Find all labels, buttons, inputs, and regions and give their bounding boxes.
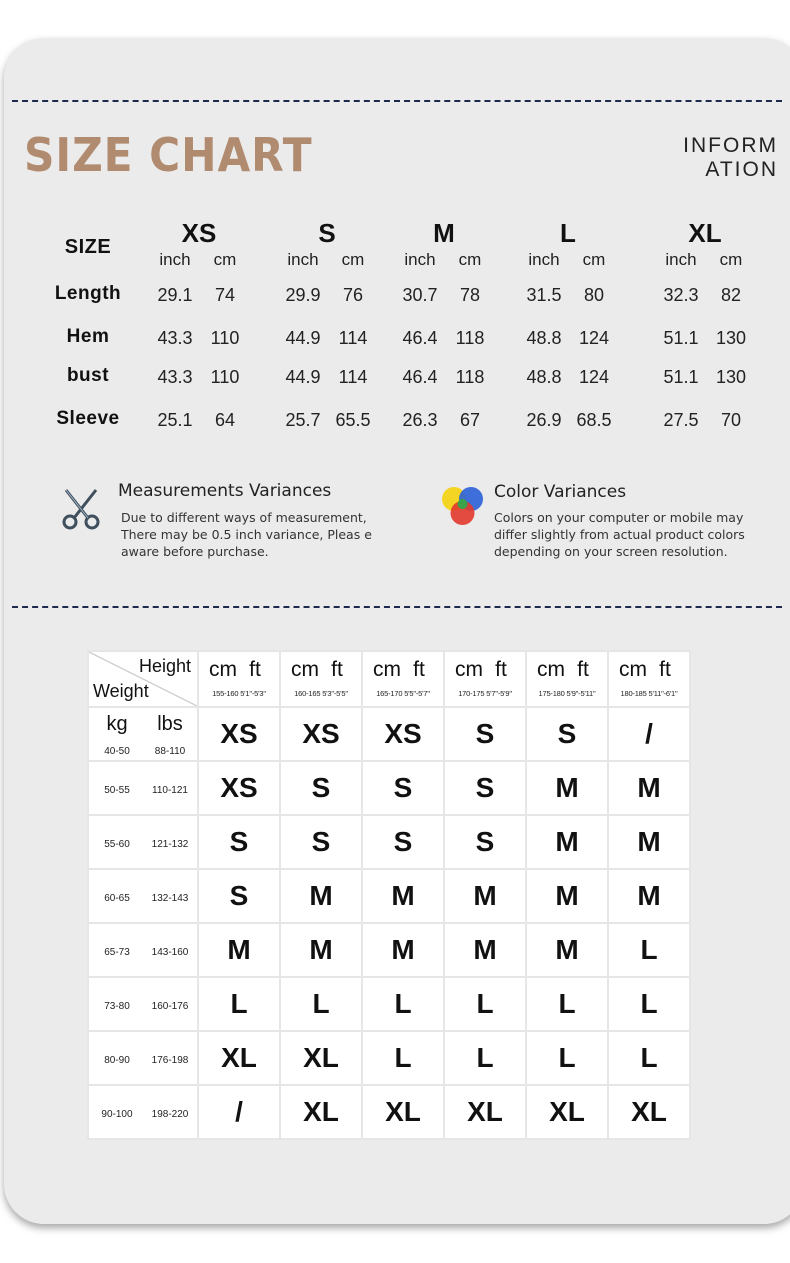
value-inch: 25.7 [285, 410, 321, 430]
value-cm: 130 [715, 367, 747, 387]
cm-label: cm [455, 658, 483, 681]
height-range: 155-160 5'1"-5'3" [212, 689, 266, 698]
value-inch: 25.1 [157, 410, 193, 430]
value-inch: 43.3 [157, 367, 193, 387]
value-inch: 46.4 [402, 328, 438, 348]
size-cell: L [362, 977, 444, 1031]
weight-kg: 60-65 [104, 893, 130, 904]
color-wheel-icon [438, 484, 488, 530]
value-cm: 68.5 [576, 410, 612, 430]
kg-label: kg [106, 713, 128, 735]
size-label: SIZE [64, 236, 112, 258]
weight-lbs: 132-143 [151, 893, 189, 904]
measure-row-label: Hem [66, 326, 110, 347]
cm-ft-label [527, 658, 607, 682]
height-column-header [280, 651, 362, 707]
table-row [88, 707, 690, 761]
cm-label: cm [209, 658, 237, 681]
value-inch: 44.9 [285, 328, 321, 348]
size-cell: XS [198, 761, 280, 815]
size-cell: L [608, 1031, 690, 1085]
value-inch: 26.9 [526, 410, 562, 430]
cm-label: cm [373, 658, 401, 681]
size-cell: XL [362, 1085, 444, 1139]
color-note-text: Colors on your computer or mobile may differ slightly from actual product colors depending on your screen resolution. [494, 510, 745, 559]
weight-label: Weight [93, 681, 149, 701]
value-inch: 27.5 [663, 410, 699, 430]
unit-inch: inch [665, 250, 697, 269]
size-cell: S [198, 815, 280, 869]
weight-range-cell [88, 707, 198, 761]
scissors-icon [56, 484, 106, 532]
size-cell: L [362, 1031, 444, 1085]
cm-label: cm [291, 658, 319, 681]
weight-range-cell [88, 923, 198, 977]
weight-kg: 80-90 [104, 1055, 130, 1066]
value-inch: 26.3 [402, 410, 438, 430]
weight-range-cell [88, 815, 198, 869]
measure-note-title: Measurements Variances [118, 481, 332, 501]
value-inch: 30.7 [402, 285, 438, 305]
size-cell: M [526, 815, 608, 869]
weight-lbs: 121-132 [151, 839, 189, 850]
size-cell: M [362, 923, 444, 977]
unit-inch: inch [287, 250, 319, 269]
value-cm: 67 [459, 410, 481, 430]
ft-label: ft [413, 658, 425, 681]
size-cell: M [608, 761, 690, 815]
weight-lbs: 88-110 [154, 746, 186, 757]
height-range: 180-185 5'11"-6'1" [620, 689, 678, 698]
size-cell: M [444, 869, 526, 923]
value-cm: 114 [338, 367, 368, 387]
measure-row-label: Sleeve [56, 408, 120, 429]
size-cell: XL [444, 1085, 526, 1139]
information-label: INFORM ATION [683, 134, 778, 181]
size-header-s: S [318, 218, 336, 248]
value-inch: 46.4 [402, 367, 438, 387]
divider-middle [12, 606, 782, 608]
size-cell: L [198, 977, 280, 1031]
unit-cm: cm [213, 250, 237, 269]
ft-label: ft [659, 658, 671, 681]
unit-inch: inch [159, 250, 191, 269]
size-cell: XS [198, 707, 280, 761]
size-cell: M [198, 923, 280, 977]
size-header-xs: XS [181, 218, 217, 248]
size-cell: XL [608, 1085, 690, 1139]
ft-label: ft [495, 658, 507, 681]
value-inch: 51.1 [663, 328, 699, 348]
size-cell: XS [280, 707, 362, 761]
size-cell: M [280, 923, 362, 977]
value-cm: 124 [578, 328, 610, 348]
size-header-m: M [433, 218, 455, 248]
value-cm: 64 [214, 410, 236, 430]
size-cell: L [444, 1031, 526, 1085]
height-column-header [526, 651, 608, 707]
value-inch: 48.8 [526, 367, 562, 387]
size-cell: M [526, 869, 608, 923]
table-row [88, 1085, 690, 1139]
size-cell: L [444, 977, 526, 1031]
weight-lbs: 160-176 [151, 1001, 189, 1012]
divider-top [12, 100, 782, 102]
size-cell: L [608, 977, 690, 1031]
table-row [88, 1031, 690, 1085]
size-cell: S [280, 761, 362, 815]
size-cell: XS [362, 707, 444, 761]
size-cell: L [280, 977, 362, 1031]
size-cell: L [526, 1031, 608, 1085]
fit-table-header-row [88, 651, 690, 707]
cm-label: cm [537, 658, 565, 681]
size-cell: S [444, 707, 526, 761]
weight-kg: 50-55 [104, 785, 130, 796]
height-range: 175-180 5'9"-5'11" [538, 689, 596, 698]
size-header-xl: XL [688, 218, 722, 248]
weight-range-cell [88, 761, 198, 815]
unit-cm: cm [341, 250, 365, 269]
size-cell: S [362, 815, 444, 869]
value-cm: 124 [578, 367, 610, 387]
size-cell: M [444, 923, 526, 977]
height-weight-corner [88, 651, 198, 707]
weight-kg: 73-80 [104, 1001, 130, 1012]
weight-lbs: 198-220 [151, 1109, 189, 1120]
size-cell: XL [280, 1031, 362, 1085]
size-cell: L [526, 977, 608, 1031]
unit-inch: inch [528, 250, 560, 269]
height-range: 160-165 5'3"-5'5" [294, 689, 348, 698]
unit-inch: inch [404, 250, 436, 269]
weight-range-cell [88, 977, 198, 1031]
value-inch: 51.1 [663, 367, 699, 387]
value-cm: 78 [459, 285, 481, 305]
unit-cm: cm [719, 250, 743, 269]
weight-lbs: 110-121 [152, 785, 188, 796]
height-range: 165-170 5'5"-5'7" [376, 689, 430, 698]
size-cell: XL [198, 1031, 280, 1085]
weight-kg: 40-50 [104, 746, 130, 757]
weight-lbs: 176-198 [151, 1055, 189, 1066]
weight-lbs: 143-160 [151, 947, 189, 958]
size-cell: S [444, 815, 526, 869]
value-cm: 110 [210, 367, 240, 387]
size-cell: M [362, 869, 444, 923]
value-cm: 74 [214, 285, 236, 305]
size-cell: M [608, 869, 690, 923]
measure-note-text: Due to different ways of measurement, There may be 0.5 inch variance, Pleas e aware before purchase. [121, 510, 372, 559]
cm-label: cm [619, 658, 647, 681]
size-cell: / [198, 1085, 280, 1139]
height-column-header [444, 651, 526, 707]
table-row [88, 977, 690, 1031]
size-cell: XL [280, 1085, 362, 1139]
lbs-label: lbs [157, 713, 183, 735]
value-cm: 70 [720, 410, 742, 430]
table-row [88, 869, 690, 923]
size-header-l: L [560, 218, 576, 248]
ft-label: ft [331, 658, 343, 681]
height-column-header [362, 651, 444, 707]
value-inch: 29.9 [285, 285, 321, 305]
size-cell: L [608, 923, 690, 977]
size-cell: / [608, 707, 690, 761]
ft-label: ft [577, 658, 589, 681]
value-inch: 43.3 [157, 328, 193, 348]
value-cm: 65.5 [335, 410, 371, 430]
ft-label: ft [249, 658, 261, 681]
value-cm: 114 [338, 328, 368, 348]
size-cell: S [526, 707, 608, 761]
value-inch: 48.8 [526, 328, 562, 348]
weight-range-cell [88, 869, 198, 923]
measure-row-label: Length [54, 283, 122, 304]
size-cell: M [526, 761, 608, 815]
unit-cm: cm [458, 250, 482, 269]
cm-ft-label [445, 658, 525, 682]
page-title: SIZE CHART [24, 128, 313, 182]
weight-range-cell [88, 1031, 198, 1085]
size-cell: S [362, 761, 444, 815]
height-column-header [608, 651, 690, 707]
cm-ft-label [363, 658, 443, 682]
height-range: 170-175 5'7"-5'9" [458, 689, 512, 698]
value-cm: 110 [210, 328, 240, 348]
weight-kg: 90-100 [101, 1109, 133, 1120]
value-cm: 130 [715, 328, 747, 348]
value-cm: 80 [583, 285, 605, 305]
value-cm: 118 [455, 328, 485, 348]
value-cm: 118 [455, 367, 485, 387]
weight-kg: 65-73 [104, 947, 130, 958]
size-cell: S [280, 815, 362, 869]
table-row [88, 815, 690, 869]
size-cell: S [444, 761, 526, 815]
unit-cm: cm [582, 250, 606, 269]
size-cell: M [526, 923, 608, 977]
color-note-title: Color Variances [494, 482, 627, 502]
cm-ft-label [281, 658, 361, 682]
height-label: Height [138, 656, 191, 676]
size-cell: M [280, 869, 362, 923]
value-inch: 29.1 [157, 285, 193, 305]
height-weight-fit-table [87, 650, 691, 1140]
table-row [88, 923, 690, 977]
size-cell: XL [526, 1085, 608, 1139]
weight-range-cell [88, 1085, 198, 1139]
value-cm: 76 [342, 285, 364, 305]
table-row [88, 761, 690, 815]
weight-kg: 55-60 [104, 839, 130, 850]
size-cell: S [198, 869, 280, 923]
value-inch: 32.3 [663, 285, 699, 305]
size-cell: M [608, 815, 690, 869]
value-inch: 44.9 [285, 367, 321, 387]
measure-row-label: bust [66, 365, 110, 386]
value-inch: 31.5 [526, 285, 562, 305]
value-cm: 82 [720, 285, 742, 305]
height-column-header [198, 651, 280, 707]
cm-ft-label [609, 658, 689, 682]
cm-ft-label [199, 658, 279, 682]
